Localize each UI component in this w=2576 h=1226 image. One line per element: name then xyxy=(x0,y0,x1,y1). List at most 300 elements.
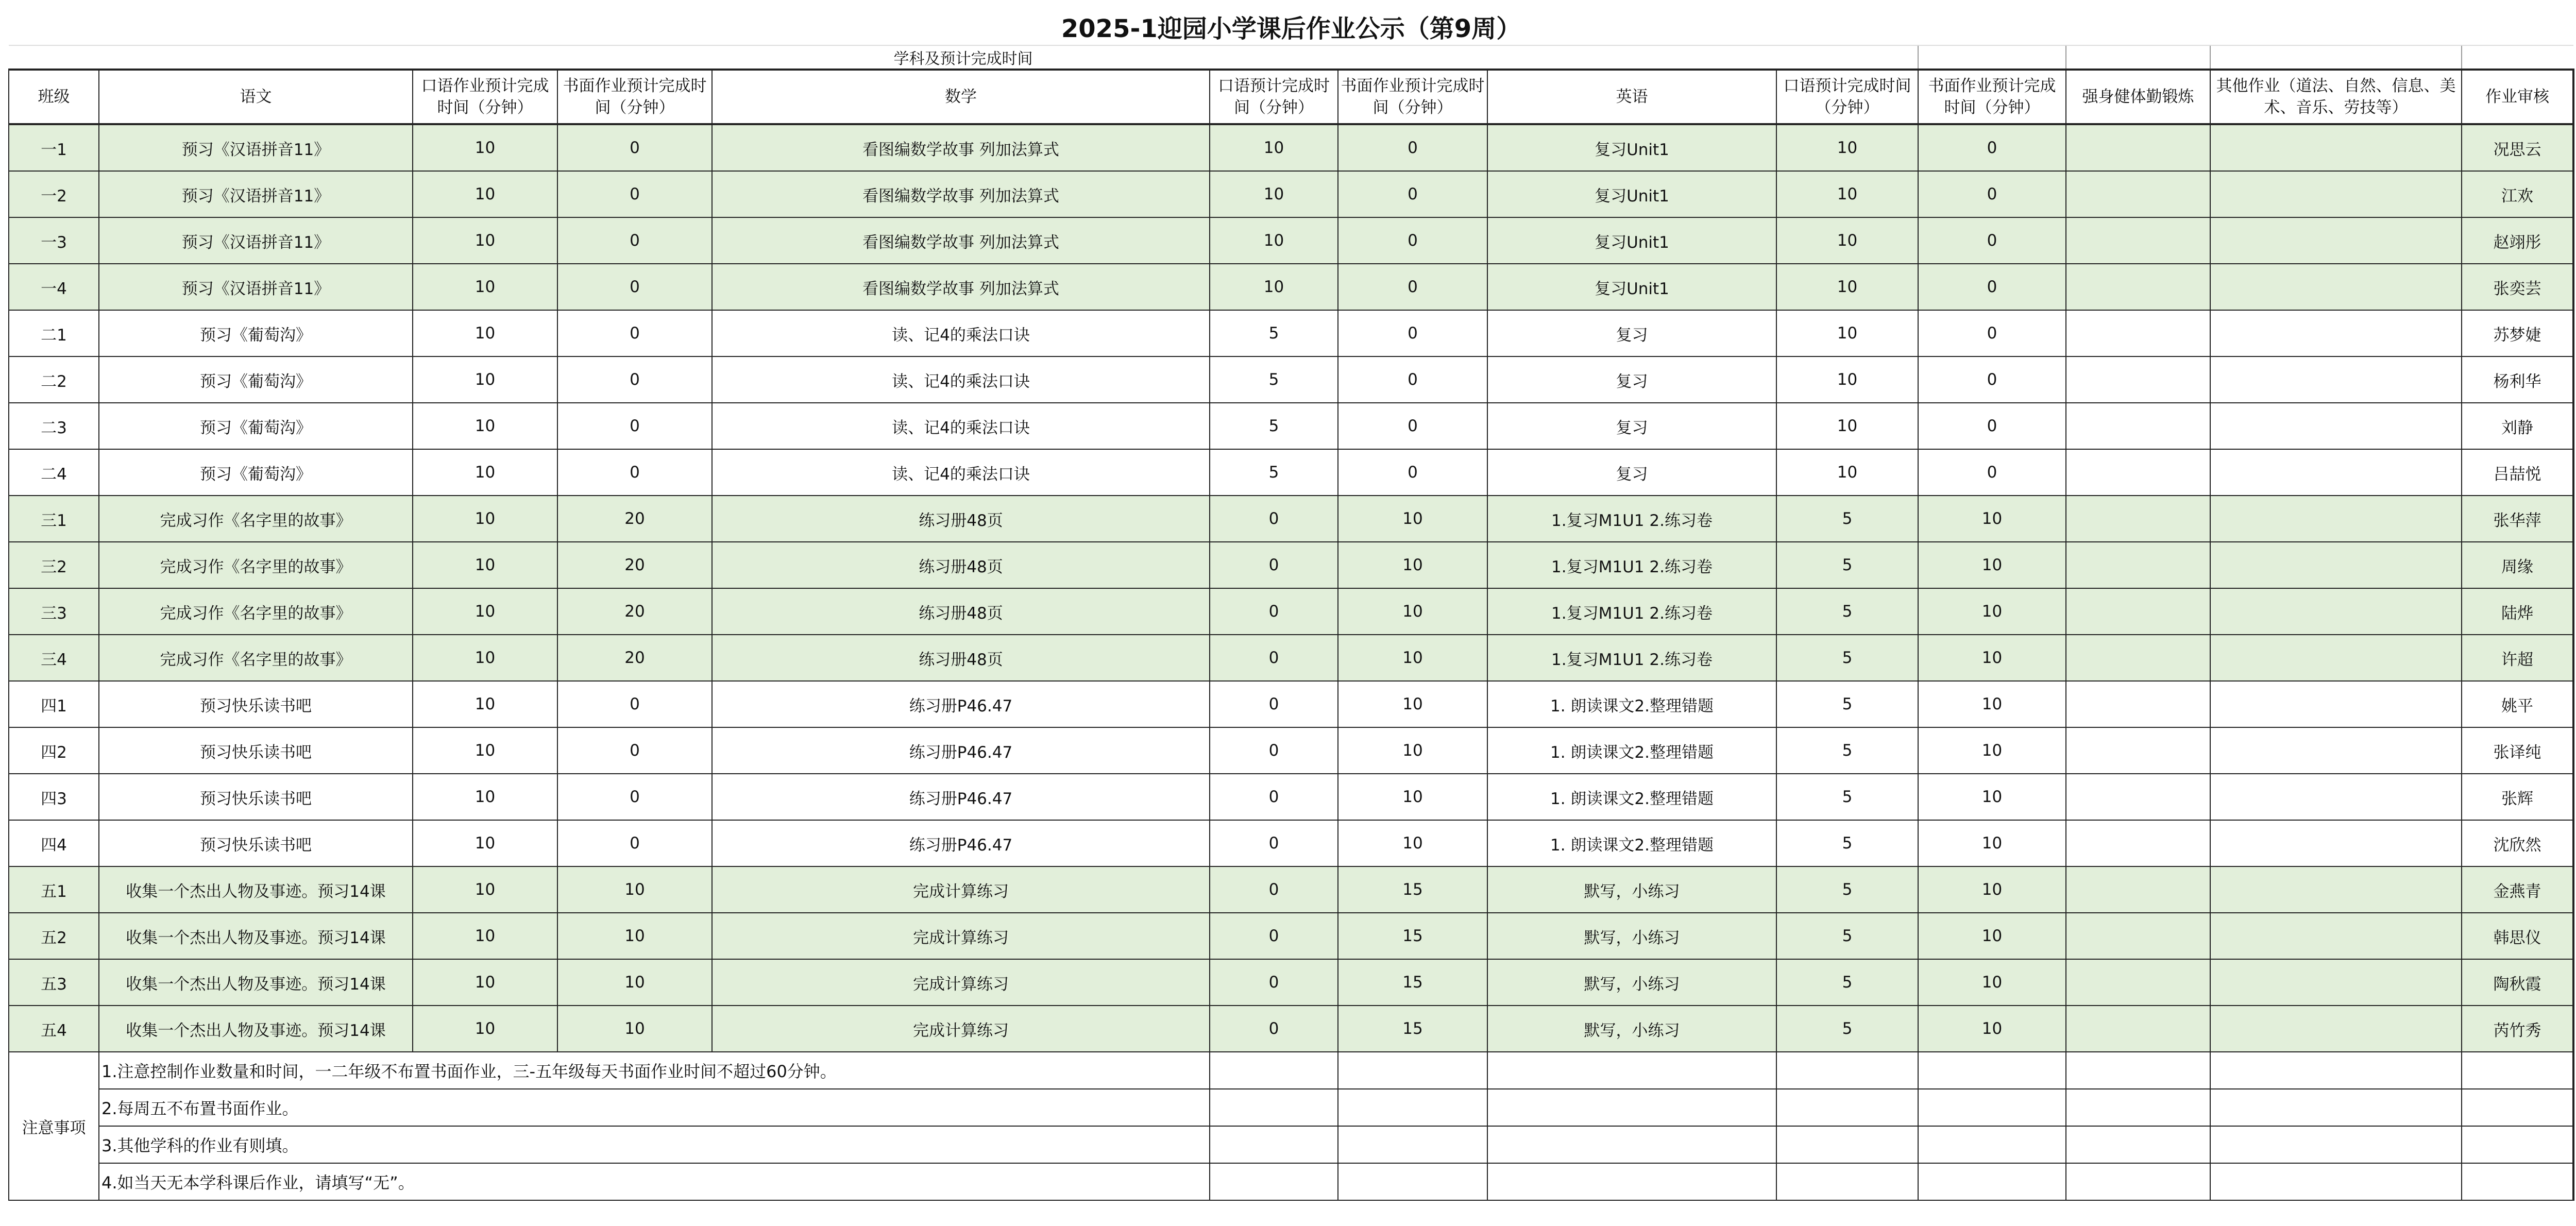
table-cell[interactable]: 五3 xyxy=(9,959,99,1006)
table-cell[interactable]: 0 xyxy=(1210,588,1338,635)
table-cell[interactable]: 0 xyxy=(1918,171,2066,217)
table-cell[interactable]: 复习 xyxy=(1487,403,1776,449)
table-cell[interactable]: 15 xyxy=(1338,1006,1487,1052)
table-cell[interactable]: 张华萍 xyxy=(2462,496,2573,542)
table-cell[interactable]: 0 xyxy=(557,403,712,449)
empty-cell[interactable] xyxy=(1918,1089,2066,1126)
table-cell[interactable]: 1. 朗读课文2.整理错题 xyxy=(1487,774,1776,820)
table-cell[interactable]: 0 xyxy=(557,217,712,264)
table-cell[interactable]: 预习《汉语拼音11》 xyxy=(99,264,413,310)
table-cell[interactable] xyxy=(2066,356,2210,403)
table-cell[interactable]: 三4 xyxy=(9,635,99,681)
table-cell[interactable]: 15 xyxy=(1338,913,1487,959)
table-cell[interactable]: 练习册P46.47 xyxy=(712,727,1210,774)
table-cell[interactable]: 10 xyxy=(413,542,557,588)
table-row xyxy=(9,866,2573,913)
table-cell[interactable]: 5 xyxy=(1210,403,1338,449)
table-cell[interactable]: 20 xyxy=(557,635,712,681)
empty-cell[interactable] xyxy=(2066,1089,2210,1126)
table-cell[interactable]: 10 xyxy=(1918,496,2066,542)
table-cell[interactable]: 一4 xyxy=(9,264,99,310)
table-cell[interactable]: 0 xyxy=(1210,913,1338,959)
table-cell[interactable] xyxy=(2210,727,2462,774)
table-cell[interactable]: 1.复习M1U1 2.练习卷 xyxy=(1487,588,1776,635)
table-cell[interactable]: 20 xyxy=(557,542,712,588)
table-cell[interactable]: 完成习作《名字里的故事》 xyxy=(99,542,413,588)
empty-cell[interactable] xyxy=(1338,1163,1487,1200)
empty-cell[interactable] xyxy=(1487,1163,1776,1200)
table-cell[interactable]: 张译纯 xyxy=(2462,727,2573,774)
table-cell[interactable]: 10 xyxy=(1918,913,2066,959)
table-cell[interactable]: 15 xyxy=(1338,959,1487,1006)
table-cell[interactable]: 10 xyxy=(557,866,712,913)
table-cell[interactable]: 0 xyxy=(1210,774,1338,820)
table-cell[interactable]: 0 xyxy=(557,449,712,496)
table-cell[interactable]: 默写，小练习 xyxy=(1487,959,1776,1006)
table-cell[interactable] xyxy=(2210,124,2462,171)
table-cell[interactable]: 5 xyxy=(1776,727,1918,774)
empty-cell[interactable] xyxy=(1210,1089,1338,1126)
table-cell[interactable]: 10 xyxy=(1338,727,1487,774)
table-cell[interactable]: 看图编数学故事 列加法算式 xyxy=(712,217,1210,264)
table-cell[interactable]: 张奕芸 xyxy=(2462,264,2573,310)
table-cell[interactable]: 看图编数学故事 列加法算式 xyxy=(712,171,1210,217)
table-cell[interactable]: 0 xyxy=(557,124,712,171)
empty-cell[interactable] xyxy=(1487,1089,1776,1126)
table-cell[interactable]: 预习快乐读书吧 xyxy=(99,681,413,727)
table-cell[interactable] xyxy=(2210,356,2462,403)
table-cell[interactable] xyxy=(2066,171,2210,217)
table-cell[interactable] xyxy=(2066,1006,2210,1052)
table-cell[interactable]: 10 xyxy=(413,588,557,635)
table-cell[interactable]: 复习 xyxy=(1487,310,1776,356)
table-cell[interactable]: 二4 xyxy=(9,449,99,496)
table-cell[interactable]: 10 xyxy=(1918,727,2066,774)
table-cell[interactable]: 姚平 xyxy=(2462,681,2573,727)
table-cell[interactable]: 5 xyxy=(1776,588,1918,635)
table-cell[interactable]: 0 xyxy=(1338,264,1487,310)
table-cell[interactable]: 二2 xyxy=(9,356,99,403)
homework-table xyxy=(8,8,2574,1201)
table-cell[interactable]: 预习《汉语拼音11》 xyxy=(99,171,413,217)
table-cell[interactable]: 复习 xyxy=(1487,449,1776,496)
empty-cell[interactable] xyxy=(1776,1163,1918,1200)
notes-label: 注意事项 xyxy=(9,1052,99,1200)
empty-cell[interactable] xyxy=(1210,1052,1338,1089)
table-cell[interactable]: 0 xyxy=(1210,635,1338,681)
table-cell[interactable]: 完成习作《名字里的故事》 xyxy=(99,588,413,635)
table-cell[interactable]: 0 xyxy=(557,681,712,727)
table-cell[interactable]: 10 xyxy=(1776,217,1918,264)
table-cell[interactable]: 10 xyxy=(1210,217,1338,264)
table-cell[interactable]: 10 xyxy=(413,866,557,913)
table-cell[interactable]: 况思云 xyxy=(2462,124,2573,171)
empty-cell[interactable] xyxy=(1776,1126,1918,1163)
table-cell[interactable]: 10 xyxy=(413,171,557,217)
table-cell[interactable]: 练习册48页 xyxy=(712,588,1210,635)
empty-cell[interactable] xyxy=(2210,1163,2462,1200)
table-cell[interactable]: 10 xyxy=(1776,403,1918,449)
table-cell[interactable]: 5 xyxy=(1776,774,1918,820)
table-cell[interactable] xyxy=(2066,403,2210,449)
table-cell[interactable]: 三2 xyxy=(9,542,99,588)
table-cell[interactable] xyxy=(2066,774,2210,820)
table-cell[interactable]: 10 xyxy=(413,310,557,356)
table-cell[interactable]: 陶秋霞 xyxy=(2462,959,2573,1006)
table-cell[interactable]: 二3 xyxy=(9,403,99,449)
table-cell[interactable]: 1.复习M1U1 2.练习卷 xyxy=(1487,542,1776,588)
table-cell[interactable]: 0 xyxy=(1918,124,2066,171)
table-cell[interactable]: 1.复习M1U1 2.练习卷 xyxy=(1487,635,1776,681)
table-cell[interactable]: 练习册48页 xyxy=(712,496,1210,542)
table-cell[interactable]: 江欢 xyxy=(2462,171,2573,217)
table-cell[interactable]: 0 xyxy=(557,727,712,774)
table-cell[interactable]: 10 xyxy=(1918,542,2066,588)
table-cell[interactable]: 0 xyxy=(1210,1006,1338,1052)
table-cell[interactable] xyxy=(2210,913,2462,959)
table-cell[interactable]: 10 xyxy=(1918,774,2066,820)
table-cell[interactable]: 完成计算练习 xyxy=(712,1006,1210,1052)
table-cell[interactable]: 0 xyxy=(557,264,712,310)
table-cell[interactable] xyxy=(2210,310,2462,356)
table-cell[interactable]: 0 xyxy=(1210,727,1338,774)
table-cell[interactable]: 10 xyxy=(557,1006,712,1052)
table-cell[interactable]: 0 xyxy=(1918,310,2066,356)
table-cell[interactable]: 练习册P46.47 xyxy=(712,774,1210,820)
table-cell[interactable]: 20 xyxy=(557,588,712,635)
table-cell[interactable] xyxy=(2066,496,2210,542)
column-header: 口语预计完成时间（分钟） xyxy=(1210,70,1338,124)
table-cell[interactable]: 刘静 xyxy=(2462,403,2573,449)
table-cell[interactable] xyxy=(2210,681,2462,727)
table-cell[interactable] xyxy=(2210,1006,2462,1052)
table-cell[interactable]: 0 xyxy=(1210,542,1338,588)
table-cell[interactable]: 10 xyxy=(1210,264,1338,310)
table-cell[interactable]: 10 xyxy=(413,635,557,681)
table-cell[interactable]: 0 xyxy=(1210,959,1338,1006)
table-cell[interactable]: 预习快乐读书吧 xyxy=(99,820,413,866)
table-cell[interactable]: 收集一个杰出人物及事迹。预习14课 xyxy=(99,959,413,1006)
table-cell[interactable] xyxy=(2210,217,2462,264)
table-cell[interactable]: 赵翊彤 xyxy=(2462,217,2573,264)
table-cell[interactable]: 练习册48页 xyxy=(712,542,1210,588)
table-cell[interactable]: 5 xyxy=(1776,1006,1918,1052)
table-cell[interactable]: 0 xyxy=(557,310,712,356)
table-cell[interactable]: 10 xyxy=(1918,681,2066,727)
table-cell[interactable]: 10 xyxy=(413,264,557,310)
table-cell[interactable] xyxy=(2210,171,2462,217)
empty-cell[interactable] xyxy=(2462,1126,2573,1163)
table-cell[interactable] xyxy=(2066,264,2210,310)
table-cell[interactable]: 5 xyxy=(1210,449,1338,496)
table-cell[interactable] xyxy=(2066,866,2210,913)
table-cell[interactable]: 四4 xyxy=(9,820,99,866)
table-cell[interactable]: 复习 xyxy=(1487,356,1776,403)
table-cell[interactable]: 默写，小练习 xyxy=(1487,913,1776,959)
table-cell[interactable]: 10 xyxy=(1918,1006,2066,1052)
table-cell[interactable]: 芮竹秀 xyxy=(2462,1006,2573,1052)
table-cell[interactable] xyxy=(2210,588,2462,635)
table-cell[interactable]: 0 xyxy=(557,774,712,820)
table-cell[interactable] xyxy=(2066,124,2210,171)
table-cell[interactable]: 读、记4的乘法口诀 xyxy=(712,310,1210,356)
table-cell[interactable]: 20 xyxy=(557,496,712,542)
table-cell[interactable] xyxy=(2066,635,2210,681)
empty-cell[interactable] xyxy=(1338,1052,1487,1089)
table-cell[interactable]: 二1 xyxy=(9,310,99,356)
table-cell[interactable]: 10 xyxy=(413,496,557,542)
empty-cell[interactable] xyxy=(1338,1126,1487,1163)
table-cell[interactable]: 10 xyxy=(1776,124,1918,171)
table-cell[interactable]: 0 xyxy=(1918,217,2066,264)
empty-cell[interactable] xyxy=(1918,1163,2066,1200)
table-cell[interactable]: 10 xyxy=(413,124,557,171)
table-cell[interactable]: 完成习作《名字里的故事》 xyxy=(99,635,413,681)
table-cell[interactable]: 0 xyxy=(557,820,712,866)
empty-cell[interactable] xyxy=(2066,1052,2210,1089)
table-cell[interactable]: 韩思仪 xyxy=(2462,913,2573,959)
table-cell[interactable]: 收集一个杰出人物及事迹。预习14课 xyxy=(99,1006,413,1052)
table-cell[interactable]: 10 xyxy=(1338,635,1487,681)
table-cell[interactable]: 10 xyxy=(1776,310,1918,356)
table-cell[interactable]: 5 xyxy=(1776,542,1918,588)
table-cell[interactable]: 10 xyxy=(1338,774,1487,820)
table-cell[interactable] xyxy=(2210,820,2462,866)
table-cell[interactable]: 读、记4的乘法口诀 xyxy=(712,356,1210,403)
table-cell[interactable]: 1.复习M1U1 2.练习卷 xyxy=(1487,496,1776,542)
table-cell[interactable] xyxy=(2066,681,2210,727)
table-cell[interactable]: 完成计算练习 xyxy=(712,959,1210,1006)
empty-cell[interactable] xyxy=(1918,1126,2066,1163)
empty-cell[interactable] xyxy=(2210,1126,2462,1163)
table-cell[interactable]: 预习《汉语拼音11》 xyxy=(99,217,413,264)
table-cell[interactable] xyxy=(2210,449,2462,496)
table-cell[interactable]: 四3 xyxy=(9,774,99,820)
empty-cell[interactable] xyxy=(2462,1089,2573,1126)
table-cell[interactable]: 10 xyxy=(413,217,557,264)
table-cell[interactable]: 五4 xyxy=(9,1006,99,1052)
table-cell[interactable] xyxy=(2210,866,2462,913)
table-cell[interactable]: 完成习作《名字里的故事》 xyxy=(99,496,413,542)
table-cell[interactable]: 练习册P46.47 xyxy=(712,820,1210,866)
empty-cell[interactable] xyxy=(2210,1089,2462,1126)
empty-cell[interactable] xyxy=(2462,1163,2573,1200)
table-cell[interactable] xyxy=(2210,496,2462,542)
table-cell[interactable]: 10 xyxy=(1338,542,1487,588)
table-cell[interactable]: 四2 xyxy=(9,727,99,774)
table-cell[interactable]: 0 xyxy=(1338,217,1487,264)
empty-cell[interactable] xyxy=(1776,1052,1918,1089)
empty-cell[interactable] xyxy=(2210,1052,2462,1089)
table-cell[interactable]: 许超 xyxy=(2462,635,2573,681)
table-cell[interactable]: 一1 xyxy=(9,124,99,171)
table-cell[interactable]: 10 xyxy=(413,681,557,727)
table-cell[interactable]: 10 xyxy=(1338,588,1487,635)
table-cell[interactable]: 0 xyxy=(1210,820,1338,866)
table-cell[interactable]: 复习Unit1 xyxy=(1487,171,1776,217)
table-cell[interactable]: 看图编数学故事 列加法算式 xyxy=(712,264,1210,310)
table-cell[interactable]: 0 xyxy=(1210,866,1338,913)
table-cell[interactable]: 10 xyxy=(413,959,557,1006)
table-cell[interactable]: 预习快乐读书吧 xyxy=(99,727,413,774)
empty-cell[interactable] xyxy=(2462,1052,2573,1089)
table-cell[interactable]: 完成计算练习 xyxy=(712,913,1210,959)
table-cell[interactable]: 5 xyxy=(1210,310,1338,356)
table-cell[interactable]: 复习Unit1 xyxy=(1487,264,1776,310)
table-cell[interactable] xyxy=(2066,542,2210,588)
table-cell[interactable]: 五2 xyxy=(9,913,99,959)
table-cell[interactable]: 0 xyxy=(557,171,712,217)
table-cell[interactable]: 0 xyxy=(1338,310,1487,356)
table-cell[interactable]: 吕喆悦 xyxy=(2462,449,2573,496)
table-cell[interactable]: 0 xyxy=(557,356,712,403)
table-cell[interactable]: 1. 朗读课文2.整理错题 xyxy=(1487,727,1776,774)
table-cell[interactable]: 一3 xyxy=(9,217,99,264)
table-cell[interactable] xyxy=(2066,310,2210,356)
table-cell[interactable]: 0 xyxy=(1338,449,1487,496)
table-cell[interactable]: 0 xyxy=(1918,264,2066,310)
table-cell[interactable]: 10 xyxy=(413,820,557,866)
table-cell[interactable]: 10 xyxy=(1918,959,2066,1006)
table-cell[interactable]: 10 xyxy=(1776,264,1918,310)
table-cell[interactable]: 一2 xyxy=(9,171,99,217)
table-row xyxy=(9,124,2573,171)
table-cell[interactable]: 默写，小练习 xyxy=(1487,866,1776,913)
table-cell[interactable]: 复习Unit1 xyxy=(1487,124,1776,171)
table-cell[interactable]: 0 xyxy=(1210,681,1338,727)
table-cell[interactable]: 1. 朗读课文2.整理错题 xyxy=(1487,820,1776,866)
table-cell[interactable]: 10 xyxy=(1338,496,1487,542)
table-cell[interactable]: 10 xyxy=(1918,588,2066,635)
empty-cell[interactable] xyxy=(1918,1052,2066,1089)
table-cell[interactable]: 陆烨 xyxy=(2462,588,2573,635)
table-cell[interactable]: 五1 xyxy=(9,866,99,913)
table-cell[interactable]: 5 xyxy=(1210,356,1338,403)
table-cell[interactable]: 10 xyxy=(1210,124,1338,171)
table-cell[interactable]: 四1 xyxy=(9,681,99,727)
table-cell[interactable]: 0 xyxy=(1338,124,1487,171)
table-cell[interactable]: 0 xyxy=(1918,403,2066,449)
table-cell[interactable]: 10 xyxy=(1776,356,1918,403)
table-cell[interactable]: 10 xyxy=(1776,171,1918,217)
table-cell[interactable]: 预习《葡萄沟》 xyxy=(99,356,413,403)
table-cell[interactable]: 杨利华 xyxy=(2462,356,2573,403)
table-cell[interactable]: 10 xyxy=(1210,171,1338,217)
table-cell[interactable]: 预习快乐读书吧 xyxy=(99,774,413,820)
table-cell[interactable]: 5 xyxy=(1776,959,1918,1006)
empty-cell[interactable] xyxy=(1487,1126,1776,1163)
table-row xyxy=(9,774,2573,820)
table-cell[interactable]: 10 xyxy=(1338,681,1487,727)
empty-cell[interactable] xyxy=(1338,1089,1487,1126)
table-row xyxy=(9,403,2573,449)
table-cell[interactable] xyxy=(2210,774,2462,820)
empty-cell[interactable] xyxy=(1210,1126,1338,1163)
table-cell[interactable]: 5 xyxy=(1776,866,1918,913)
table-cell[interactable]: 默写，小练习 xyxy=(1487,1006,1776,1052)
table-cell[interactable] xyxy=(2210,959,2462,1006)
table-cell[interactable]: 10 xyxy=(413,356,557,403)
table-cell[interactable] xyxy=(2210,635,2462,681)
table-cell[interactable] xyxy=(2066,959,2210,1006)
table-cell[interactable]: 5 xyxy=(1776,820,1918,866)
table-cell[interactable]: 沈欣然 xyxy=(2462,820,2573,866)
table-cell[interactable]: 1. 朗读课文2.整理错题 xyxy=(1487,681,1776,727)
table-cell[interactable]: 三3 xyxy=(9,588,99,635)
table-cell[interactable]: 10 xyxy=(1338,820,1487,866)
empty-cell[interactable] xyxy=(1487,1052,1776,1089)
table-cell[interactable]: 5 xyxy=(1776,496,1918,542)
table-cell[interactable]: 5 xyxy=(1776,681,1918,727)
table-cell[interactable] xyxy=(2066,820,2210,866)
table-cell[interactable]: 0 xyxy=(1210,496,1338,542)
table-cell[interactable]: 10 xyxy=(413,913,557,959)
table-cell[interactable]: 练习册48页 xyxy=(712,635,1210,681)
table-cell[interactable]: 复习Unit1 xyxy=(1487,217,1776,264)
table-cell[interactable]: 金燕青 xyxy=(2462,866,2573,913)
empty-cell[interactable] xyxy=(1776,1089,1918,1126)
table-cell[interactable]: 收集一个杰出人物及事迹。预习14课 xyxy=(99,866,413,913)
table-cell[interactable]: 读、记4的乘法口诀 xyxy=(712,449,1210,496)
table-cell[interactable]: 苏梦婕 xyxy=(2462,310,2573,356)
table-cell[interactable]: 收集一个杰出人物及事迹。预习14课 xyxy=(99,913,413,959)
table-cell[interactable]: 0 xyxy=(1338,356,1487,403)
table-cell[interactable]: 10 xyxy=(1918,635,2066,681)
empty-cell[interactable] xyxy=(1210,1163,1338,1200)
table-cell[interactable]: 10 xyxy=(413,727,557,774)
table-cell[interactable] xyxy=(2210,542,2462,588)
table-cell[interactable] xyxy=(2066,217,2210,264)
table-cell[interactable]: 完成计算练习 xyxy=(712,866,1210,913)
table-cell[interactable]: 周缘 xyxy=(2462,542,2573,588)
table-cell[interactable] xyxy=(2210,403,2462,449)
table-cell[interactable]: 看图编数学故事 列加法算式 xyxy=(712,124,1210,171)
table-cell[interactable]: 读、记4的乘法口诀 xyxy=(712,403,1210,449)
table-cell[interactable]: 0 xyxy=(1338,171,1487,217)
column-header: 口语作业预计完成时间（分钟） xyxy=(413,70,557,124)
empty-cell[interactable] xyxy=(2066,1126,2210,1163)
table-cell[interactable]: 10 xyxy=(557,913,712,959)
empty-cell[interactable] xyxy=(2066,1163,2210,1200)
table-cell[interactable]: 预习《葡萄沟》 xyxy=(99,449,413,496)
table-cell[interactable]: 预习《葡萄沟》 xyxy=(99,310,413,356)
table-cell[interactable] xyxy=(2066,913,2210,959)
table-cell[interactable]: 10 xyxy=(1776,449,1918,496)
table-cell[interactable]: 预习《汉语拼音11》 xyxy=(99,124,413,171)
table-cell[interactable]: 10 xyxy=(413,1006,557,1052)
table-cell[interactable]: 15 xyxy=(1338,866,1487,913)
table-cell[interactable]: 张辉 xyxy=(2462,774,2573,820)
table-cell[interactable]: 10 xyxy=(413,403,557,449)
table-cell[interactable]: 预习《葡萄沟》 xyxy=(99,403,413,449)
table-cell[interactable]: 5 xyxy=(1776,635,1918,681)
table-cell[interactable]: 10 xyxy=(413,449,557,496)
table-cell[interactable]: 三1 xyxy=(9,496,99,542)
table-cell[interactable]: 10 xyxy=(1918,820,2066,866)
table-cell[interactable] xyxy=(2066,449,2210,496)
table-cell[interactable]: 0 xyxy=(1918,356,2066,403)
table-cell[interactable] xyxy=(2066,727,2210,774)
table-cell[interactable]: 10 xyxy=(557,959,712,1006)
table-cell[interactable]: 0 xyxy=(1918,449,2066,496)
table-cell[interactable]: 10 xyxy=(1918,866,2066,913)
table-cell[interactable]: 练习册P46.47 xyxy=(712,681,1210,727)
table-cell[interactable]: 0 xyxy=(1338,403,1487,449)
table-cell[interactable] xyxy=(2210,264,2462,310)
table-cell[interactable]: 10 xyxy=(413,774,557,820)
table-cell[interactable] xyxy=(2066,588,2210,635)
table-cell[interactable]: 5 xyxy=(1776,913,1918,959)
